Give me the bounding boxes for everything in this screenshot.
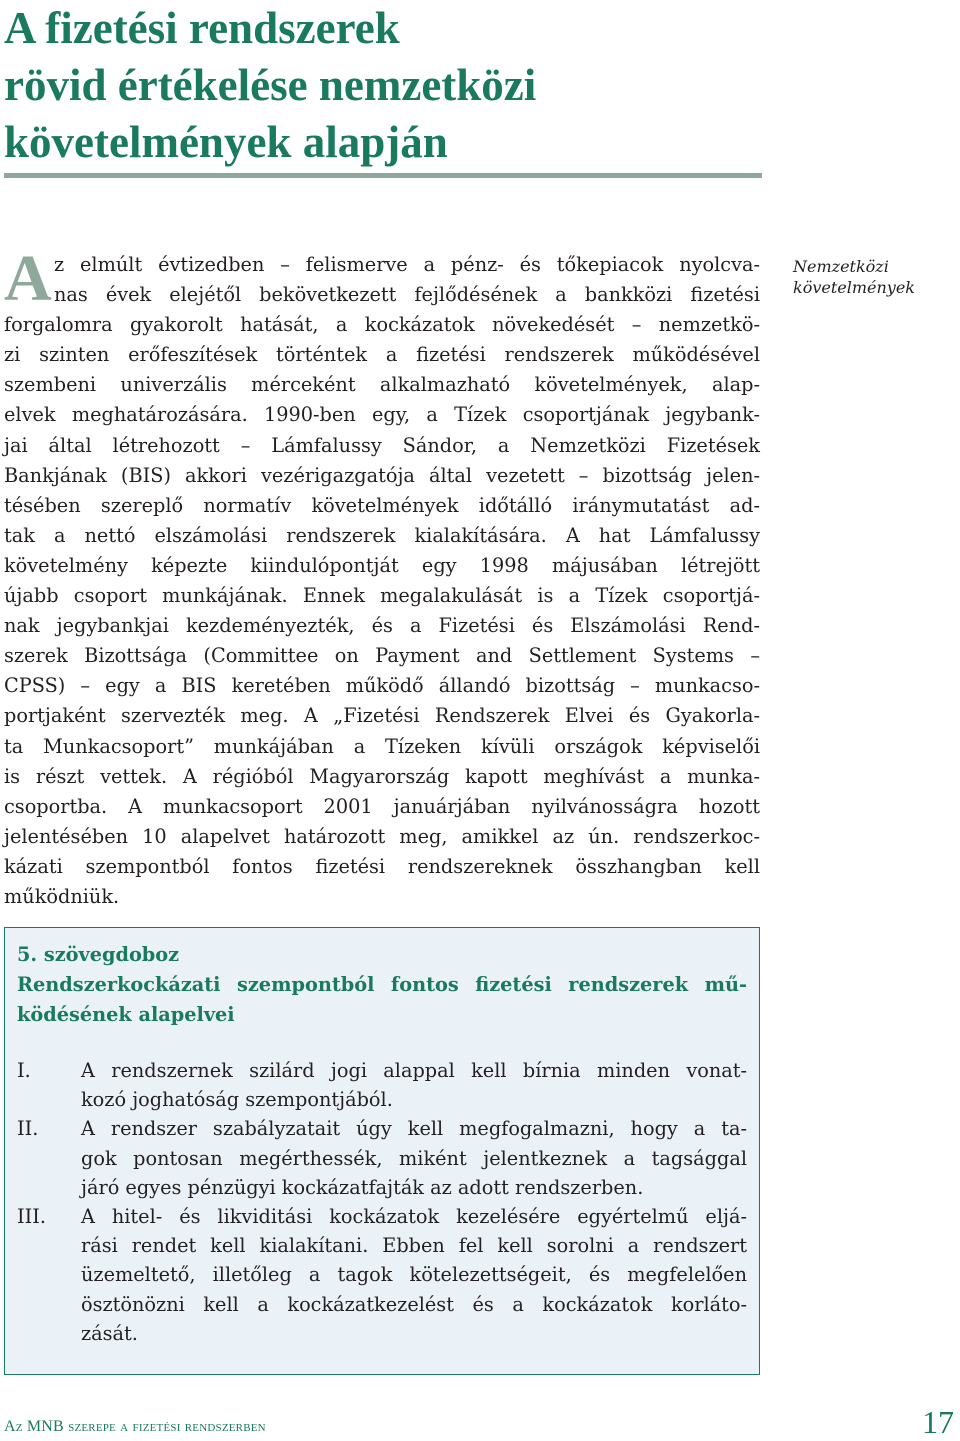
body-line: tésében szereplő normatív követelmények időtálló iránymutatást ad-	[4, 493, 760, 517]
body-paragraph	[4, 250, 760, 912]
principle-number: I.	[17, 1059, 31, 1082]
body-line: szerek Bizottsága (Committee on Payment and Settlement Systems –	[4, 644, 760, 668]
body-line: szembeni univerzális mérceként alkalmazható követelmények, alap-	[4, 373, 760, 397]
running-footer: Az MNB szerepe a fizetési rendszerben	[4, 1418, 266, 1435]
principle-line: járó egyes pénzügyi kockázatfajták az adott rendszerben.	[81, 1175, 644, 1199]
title-line: követelmények alapján	[4, 117, 448, 167]
body-line: csoportba. A munkacsoport 2001 januárjában nyilvánosságra hozott	[4, 794, 760, 818]
body-line: működniük.	[4, 884, 120, 908]
principle-item	[17, 1056, 747, 1114]
body-line: zi szinten erőfeszítések történtek a fizetési rendszerek működésével	[4, 343, 760, 367]
principle-item	[17, 1114, 747, 1202]
margin-note-line: követelmények	[793, 278, 915, 297]
margin-note	[793, 256, 953, 298]
text-box-heading-line: ködésének alapelvei	[17, 1003, 235, 1026]
body-line: Bankjának (BIS) akkori vezérigazgatója által vezetett – bizottság jelen-	[4, 463, 760, 487]
body-line: jai által létrehozott – Lámfalussy Sándor, a Nemzetközi Fizetések	[4, 433, 760, 457]
text-box-heading	[17, 970, 747, 1030]
body-line: ta Munkacsoport” munkájában a Tízeken kívüli országok képviselői	[4, 734, 760, 758]
principle-text	[81, 1114, 747, 1202]
text-box-heading-line: Rendszerkockázati szempontból fontos fizetési rendszerek mű-	[17, 973, 747, 996]
principle-line: A rendszernek szilárd jogi alappal kell bírnia minden vonat-	[81, 1059, 747, 1082]
body-line: újabb csoport munkájának. Ennek megalakulását is a Tízek csoportjá-	[4, 584, 760, 608]
body-line: CPSS) – egy a BIS keretében működő állandó bizottság – munkacso-	[4, 674, 760, 698]
body-line: nak jegybankjai kezdeményezték, és a Fizetési és Elszámolási Rend-	[4, 614, 760, 638]
principle-line: üzemeltető, illetőleg a tagok kötelezettségeit, és megfelelően	[81, 1263, 747, 1287]
principle-line: zását.	[81, 1321, 138, 1345]
page-title	[4, 0, 764, 171]
principle-line: A rendszer szabályzatait úgy kell megfogalmazni, hogy a ta-	[81, 1117, 747, 1141]
text-box	[4, 927, 760, 1375]
title-line: A fizetési rendszerek	[4, 3, 400, 53]
principle-line: ösztönözni kell a kockázatkezelést és a kockázatok korláto-	[81, 1292, 747, 1316]
body-line: is részt vettek. A régióból Magyarország kapott meghívást a munka-	[4, 764, 760, 788]
body-line: tak a nettó elszámolási rendszerek kialakítására. A hat Lámfalussy	[4, 523, 760, 547]
principle-text	[81, 1202, 747, 1348]
margin-note-line: Nemzetközi	[793, 257, 889, 276]
body-line: kázati szempontból fontos fizetési rendszereknek összhangban kell	[4, 854, 760, 878]
principle-number: II.	[17, 1117, 39, 1141]
title-divider	[4, 173, 762, 178]
principle-line: gok pontosan megérthessék, miként jelentkeznek a tagsággal	[81, 1146, 747, 1170]
principle-line: rási rendet kell kialakítani. Ebben fel kell sorolni a rendszert	[81, 1234, 747, 1258]
page-number: 17	[922, 1404, 954, 1440]
principle-list	[17, 1056, 747, 1348]
body-line: forgalomra gyakorolt hatását, a kockázatok növekedését – nemzetkö-	[4, 313, 760, 337]
principle-text	[81, 1056, 747, 1114]
text-box-label: 5. szövegdoboz	[17, 943, 180, 966]
drop-cap: A	[4, 242, 52, 315]
principle-line: A hitel- és likviditási kockázatok kezelésére egyértelmű eljá-	[81, 1205, 747, 1229]
principle-item	[17, 1202, 747, 1348]
principle-line: kozó joghatóság szempontjából.	[81, 1088, 393, 1112]
principle-number: III.	[17, 1205, 46, 1229]
body-line: z elmúlt évtizedben – felismerve a pénz- és tőkepiacok nyolcva-	[54, 253, 760, 276]
body-line: követelmény képezte kiindulópontját egy 1998 májusában létrejött	[4, 553, 760, 577]
body-line: portjaként szervezték meg. A „Fizetési Rendszerek Elvei és Gyakorla-	[4, 704, 760, 728]
body-line: jelentésében 10 alapelvet határozott meg, amikkel az ún. rendszerkoc-	[4, 824, 760, 848]
body-line: elvek meghatározására. 1990-ben egy, a Tízek csoportjának jegybank-	[4, 403, 760, 427]
body-line: nas évek elejétől bekövetkezett fejlődésének a bankközi fizetési	[54, 283, 760, 307]
title-line: rövid értékelése nemzetközi	[4, 60, 537, 110]
